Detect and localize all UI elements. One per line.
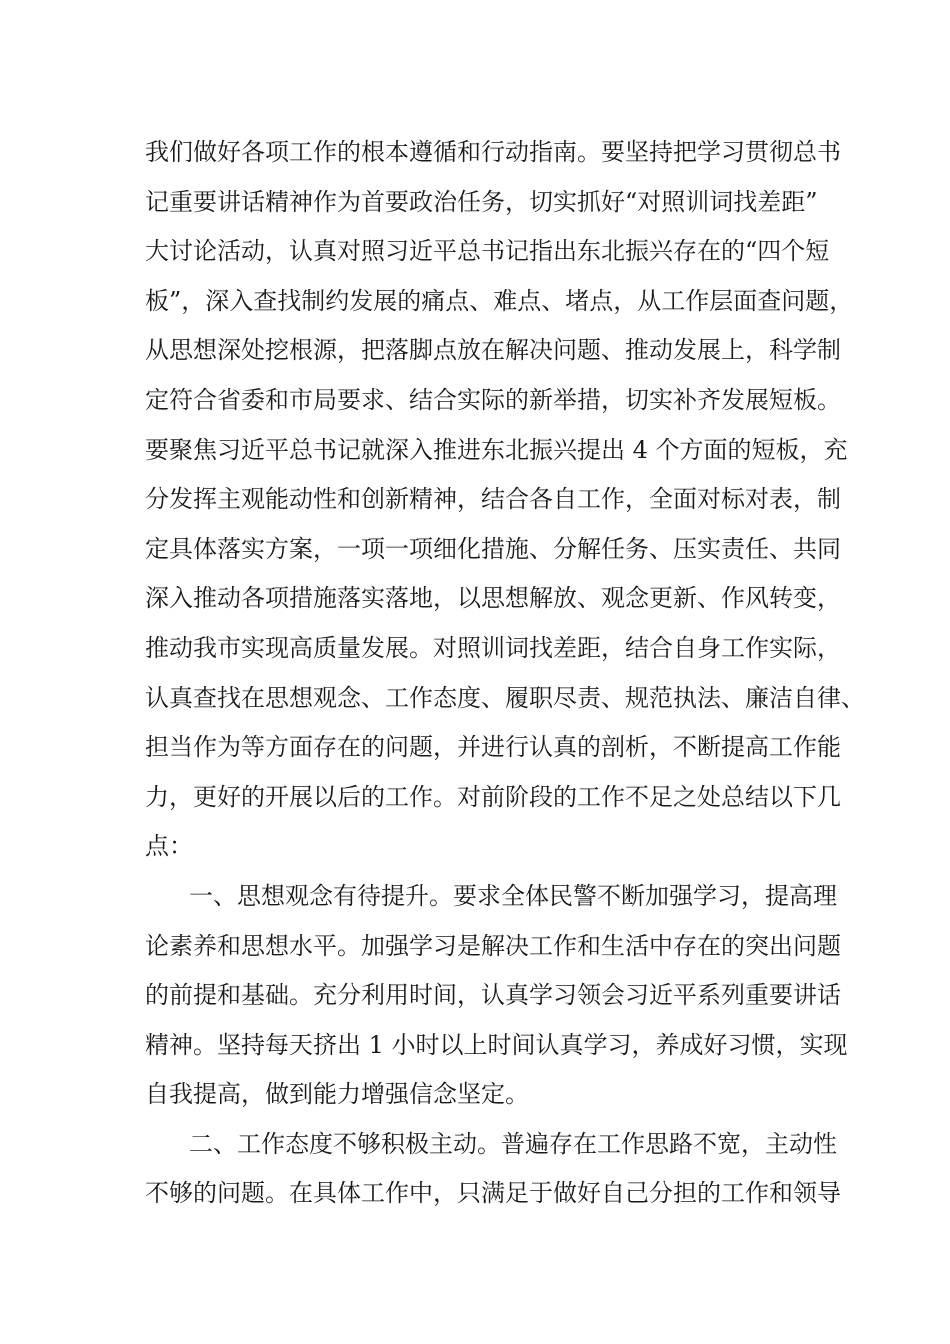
text-line: 大讨论活动，认真对照习近平总书记指出东北振兴存在的“四个短 [145,237,830,266]
text-line: 深入推动各项措施落实落地，以思想解放、观念更新、作风转变， [145,584,841,613]
section-heading-line: 二、工作态度不够积极主动。普遍存在工作思路不宽，主动性 [189,1129,837,1158]
text-line: 推动我市实现高质量发展。对照训词找差距，结合自身工作实际， [145,633,841,662]
text-line: 定具体落实方案，一项一项细化措施、分解任务、压实责任、共同 [145,534,841,563]
section-heading-line: 一、思想观念有待提升。要求全体民警不断加强学习，提高理 [189,881,837,910]
text-line: 力，更好的开展以后的工作。对前阶段的工作不足之处总结以下几 [145,782,841,811]
text-line: 不够的问题。在具体工作中，只满足于做好自己分担的工作和领导 [145,1179,841,1208]
text-line: 认真查找在思想观念、工作态度、履职尽责、规范执法、廉洁自律、 [145,683,865,712]
text-line: 点： [145,832,193,861]
text-line: 的前提和基础。充分利用时间，认真学习领会习近平系列重要讲话 [145,981,841,1010]
text-line: 定符合省委和市局要求、结合实际的新举措，切实补齐发展短板。 [145,385,841,414]
text-line: 从思想深处挖根源，把落脚点放在解决问题、推动发展上，科学制 [145,336,841,365]
text-line: 担当作为等方面存在的问题，并进行认真的剖析，不断提高工作能 [145,733,841,762]
text-line: 分发挥主观能动性和创新精神，结合各自工作，全面对标对表，制 [145,485,841,514]
text-line: 论素养和思想水平。加强学习是解决工作和生活中存在的突出问题 [145,931,841,960]
body-text [145,128,865,1219]
text-line: 记重要讲话精神作为首要政治任务，切实抓好“对照训词找差距” [145,187,818,216]
text-line: 精神。坚持每天挤出 1 小时以上时间认真学习，养成好习惯，实现 [145,1030,848,1059]
text-line: 自我提高，做到能力增强信念坚定。 [145,1080,529,1109]
text-line: 我们做好各项工作的根本遵循和行动指南。要坚持把学习贯彻总书 [145,138,841,166]
text-line: 板”，深入查找制约发展的痛点、难点、堵点，从工作层面查问题， [145,286,854,315]
text-line: 要聚焦习近平总书记就深入推进东北振兴提出 4 个方面的短板，充 [145,435,848,464]
